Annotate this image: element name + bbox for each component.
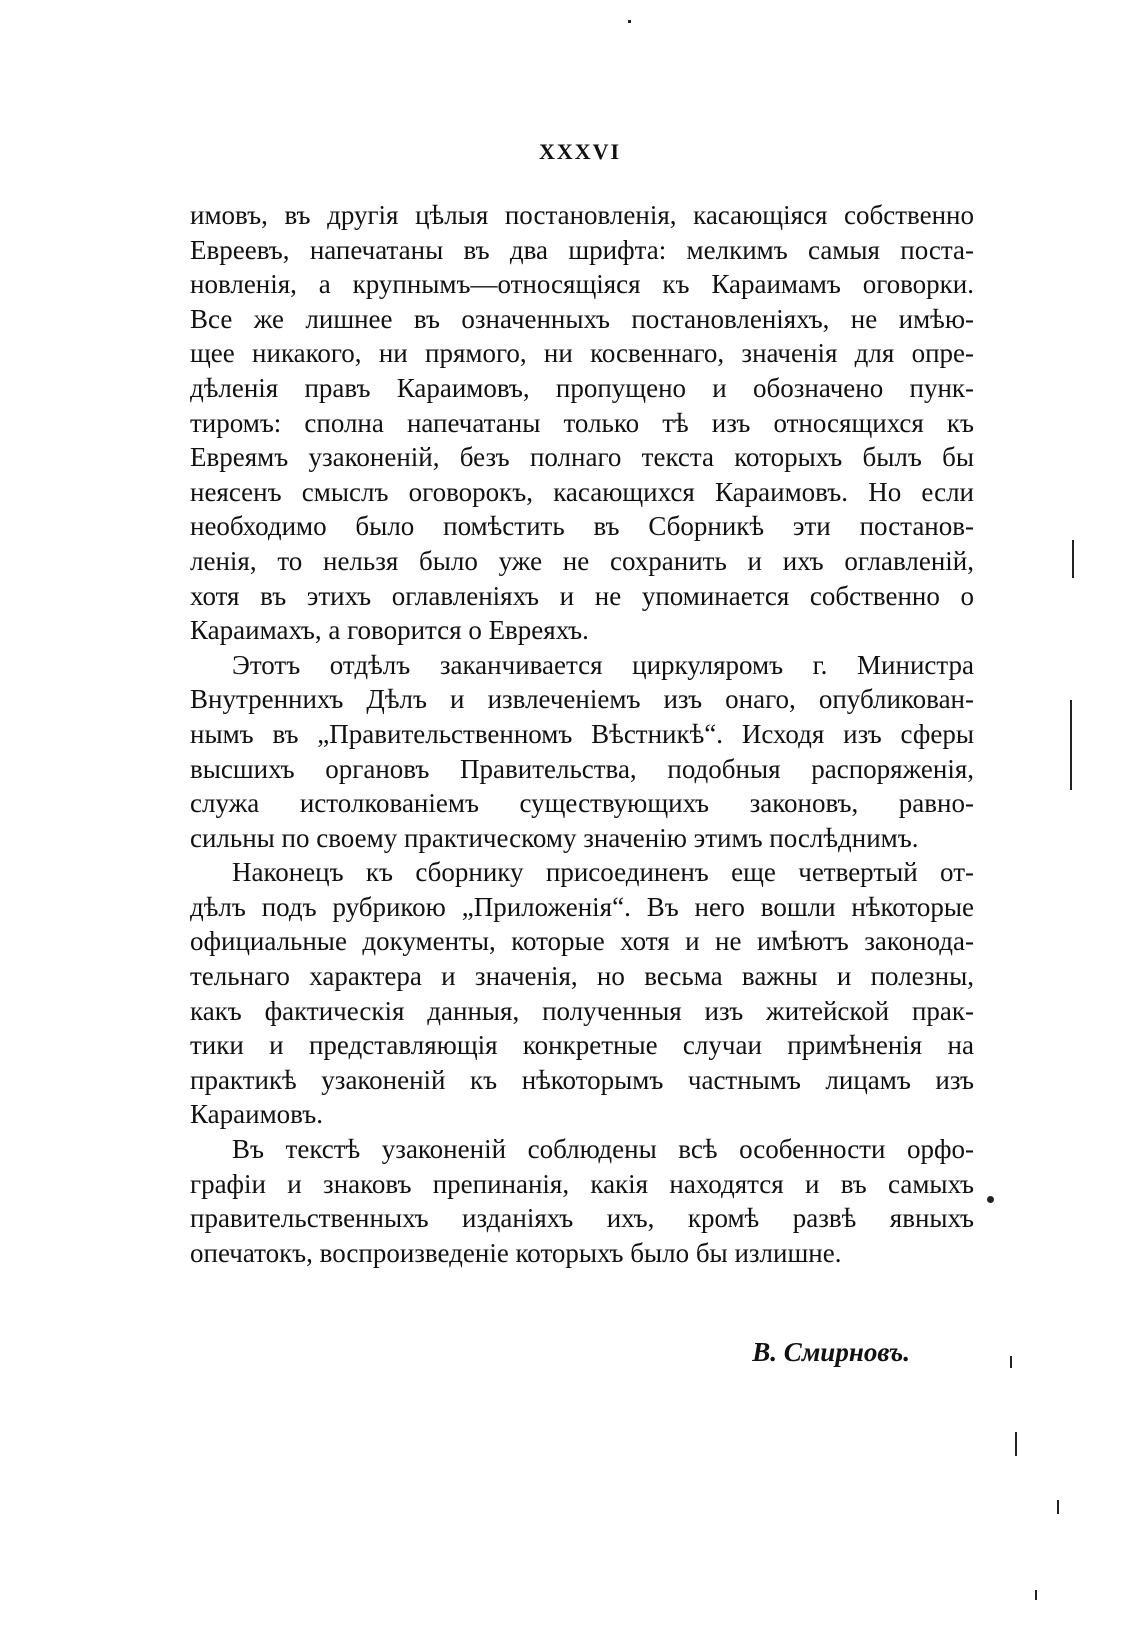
text-line: имовъ, въ другія цѣлыя постановленія, касающіяся собственно xyxy=(190,200,974,230)
scan-margin-line xyxy=(1015,1432,1017,1456)
text-line: Внутреннихъ Дѣлъ и извлеченіемъ изъ онаго, опубликован- xyxy=(190,684,974,715)
text-line: служа истолкованіемъ существующихъ законовъ, равно- xyxy=(190,788,974,819)
scan-speck xyxy=(628,20,631,23)
text-line: дѣленія правъ Караимовъ, пропущено и обозначено пунк- xyxy=(190,372,974,403)
text-line: тиромъ: сполна напечатаны только тѣ изъ относящихся къ xyxy=(190,407,974,438)
text-line: Все же лишнее въ означенныхъ постановленіяхъ, не имѣю- xyxy=(190,303,974,334)
body-text xyxy=(190,198,974,1270)
text-line: Этотъ отдѣлъ заканчивается циркуляромъ г. Министра xyxy=(232,649,974,680)
text-line: нымъ въ „Правительственномъ Вѣстникѣ“. Исходя изъ сферы xyxy=(190,718,974,749)
text-line: графіи и знаковъ препинанія, какія находятся и въ самыхъ xyxy=(190,1168,974,1199)
author-signature: В. Смирновъ. xyxy=(752,1337,910,1367)
text-line: высшихъ органовъ Правительства, подобныя распоряженія, xyxy=(190,753,974,784)
text-line: правительственныхъ изданіяхъ ихъ, кромѣ развѣ явныхъ xyxy=(190,1203,974,1234)
text-line: Евреевъ, напечатаны въ два шрифта: мелкимъ самыя поста- xyxy=(190,234,974,265)
text-line: ленія, то нельзя было уже не сохранить и ихъ оглавленій, xyxy=(190,545,974,576)
text-line: тельнаго характера и значенія, но весьма важны и полезны, xyxy=(190,961,974,992)
text-line: Евреямъ узаконеній, безъ полнаго текста которыхъ былъ бы xyxy=(190,442,974,473)
text-line: необходимо было помѣстить въ Сборникѣ эти постанов- xyxy=(190,511,974,542)
scan-margin-line xyxy=(1070,700,1072,790)
text-line: Караимовъ. xyxy=(190,1099,323,1130)
text-line: опечатокъ, воспроизведеніе которыхъ было бы излишне. xyxy=(190,1237,842,1268)
text-line: какъ фактическія данныя, полученныя изъ житейской прак- xyxy=(190,995,974,1026)
scan-margin-line xyxy=(1072,540,1074,578)
text-line: тики и представляющія конкретные случаи примѣненія на xyxy=(190,1030,974,1061)
page-number: XXXVI xyxy=(538,139,622,164)
text-line: хотя въ этихъ оглавленіяхъ и не упоминается собственно о xyxy=(190,580,974,611)
text-line: сильны по своему практическому значенію этимъ послѣднимъ. xyxy=(190,822,919,853)
text-line: щее никакого, ни прямого, ни косвеннаго, значенія для опре- xyxy=(190,338,974,369)
text-line: дѣлъ подъ рубрикою „Приложенія“. Въ него вошли нѣкоторые xyxy=(190,891,974,922)
text-line: Караимахъ, а говорится о Евреяхъ. xyxy=(190,615,589,646)
text-line: официальные документы, которые хотя и не имѣютъ законода- xyxy=(190,926,974,957)
scan-margin-line xyxy=(1010,1356,1012,1368)
text-line: практикѣ узаконеній къ нѣкоторымъ частнымъ лицамъ изъ xyxy=(190,1064,974,1095)
scan-margin-line xyxy=(1057,1500,1059,1514)
text-line: новленія, а крупнымъ—относящіяся къ Караимамъ оговорки. xyxy=(190,269,974,300)
scan-dot xyxy=(987,1196,994,1203)
text-line: Наконецъ къ сборнику присоединенъ еще четвертый от- xyxy=(232,857,974,888)
text-line: Въ текстѣ узаконеній соблюдены всѣ особенности орфо- xyxy=(232,1134,974,1165)
text-line: неясенъ смыслъ оговорокъ, касающихся Караимовъ. Но если xyxy=(190,476,974,507)
scan-margin-line xyxy=(1035,1590,1037,1600)
